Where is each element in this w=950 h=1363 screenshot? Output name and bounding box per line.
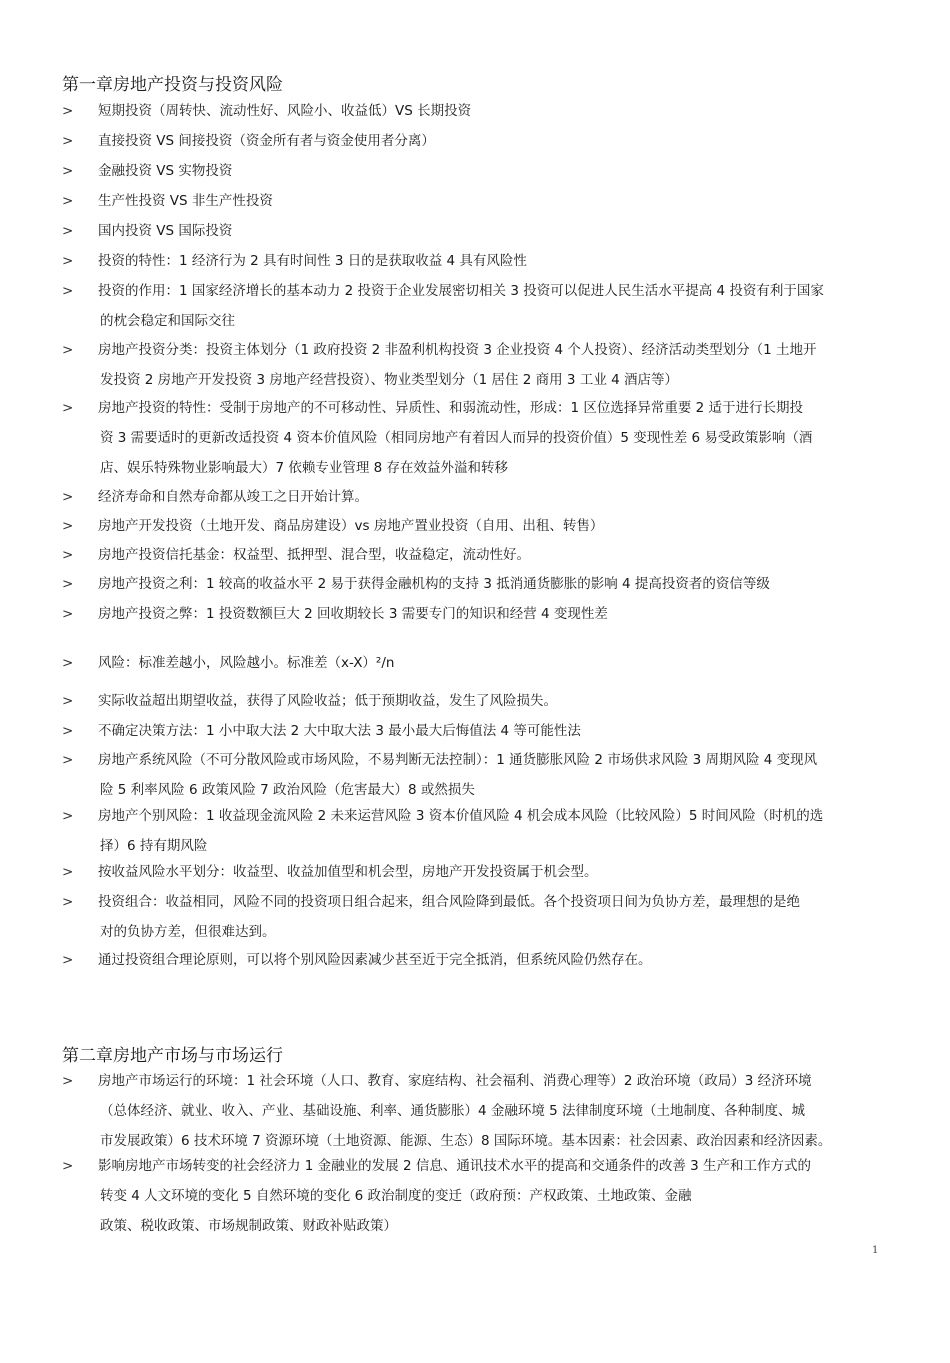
chapter-2-title: 第二章房地产市场与市场运行	[62, 1046, 283, 1066]
list-item	[62, 569, 902, 599]
bullet-marker-icon: >	[62, 400, 74, 416]
list-item-text: 按收益风险水平划分：收益型、收益加值型和机会型，房地产开发投资属于机会型。	[98, 864, 598, 880]
bullet-marker-icon: >	[62, 342, 74, 358]
list-item	[62, 276, 902, 336]
bullet-marker-icon: >	[62, 193, 74, 209]
page-number: 1	[872, 1245, 879, 1256]
bullet-marker-icon: >	[62, 103, 74, 119]
list-item-text: 经济寿命和自然寿命都从竣工之日开始计算。	[98, 489, 368, 505]
bullet-marker-icon: >	[62, 655, 74, 671]
list-item-text: 国内投资 VS 国际投资	[98, 223, 233, 239]
bullet-marker-icon: >	[62, 163, 74, 179]
bullet-marker-icon: >	[62, 693, 74, 709]
list-item	[62, 857, 902, 887]
list-item-text: 政策、税收政策、市场规制政策、财政补贴政策）	[100, 1218, 397, 1234]
bullet-marker-icon: >	[62, 1073, 74, 1089]
bullet-marker-icon: >	[62, 808, 74, 824]
list-item-text: 影响房地产市场转变的社会经济力 1 金融业的发展 2 信息、通讯技术水平的提高和交通条件的改善 3 生产和工作方式的	[98, 1158, 812, 1174]
list-item-text: 资 3 需要适时的更新改适投资 4 资本价值风险（相同房地产有着因人而异的投资价值）5 变现性差 6 易受政策影响（酒	[100, 430, 813, 446]
list-item-text: 通过投资组合理论原则，可以将个别风险因素减少甚至近于完全抵消，但系统风险仍然存在。	[98, 952, 652, 968]
list-item-text: 择）6 持有期风险	[100, 838, 208, 854]
list-item	[62, 96, 902, 126]
list-item-text: （总体经济、就业、收入、产业、基础设施、利率、通货膨胀）4 金融环境 5 法律制度环境（土地制度、各种制度、城	[100, 1103, 806, 1119]
list-item	[62, 216, 902, 246]
list-item-text: 直接投资 VS 间接投资（资金所有者与资金使用者分离）	[98, 133, 435, 149]
bullet-marker-icon: >	[62, 723, 74, 739]
list-item-text: 房地产投资之利：1 较高的收益水平 2 易于获得金融机构的支持 3 抵消通货膨胀的影响 4 提高投资者的资信等级	[98, 576, 770, 592]
list-item-text: 实际收益超出期望收益，获得了风险收益；低于预期收益，发生了风险损失。	[98, 693, 557, 709]
list-item-text: 转变 4 人文环境的变化 5 自然环境的变化 6 政治制度的变迁（政府预：产权政策、土地政策、金融	[100, 1188, 692, 1204]
list-item	[62, 801, 902, 861]
list-item	[62, 745, 902, 805]
bullet-marker-icon: >	[62, 752, 74, 768]
list-item-text: 房地产市场运行的环境：1 社会环境（人口、教育、家庭结构、社会福利、消费心理等）2 政治环境（政局）3 经济环境	[98, 1073, 812, 1089]
list-item	[62, 126, 902, 156]
bullet-marker-icon: >	[62, 606, 74, 622]
list-item-text: 发投资 2 房地产开发投资 3 房地产经营投资）、物业类型划分（1 居住 2 商用 3 工业 4 酒店等）	[100, 372, 678, 388]
list-item	[62, 335, 902, 395]
bullet-marker-icon: >	[62, 223, 74, 239]
list-item-text: 不确定决策方法：1 小中取大法 2 大中取大法 3 最小最大后悔值法 4 等可能性法	[98, 723, 581, 739]
bullet-marker-icon: >	[62, 864, 74, 880]
bullet-marker-icon: >	[62, 133, 74, 149]
list-item	[62, 393, 902, 483]
list-item-text: 金融投资 VS 实物投资	[98, 163, 233, 179]
list-item	[62, 1151, 902, 1241]
list-item-text: 房地产投资之弊：1 投资数额巨大 2 回收期较长 3 需要专门的知识和经营 4 变现性差	[98, 606, 608, 622]
list-item	[62, 716, 902, 746]
bullet-marker-icon: >	[62, 576, 74, 592]
list-item-text: 店、娱乐特殊物业影响最大）7 依赖专业管理 8 存在效益外溢和转移	[100, 460, 509, 476]
list-item-text: 房地产投资信托基金：权益型、抵押型、混合型，收益稳定，流动性好。	[98, 547, 530, 563]
list-item	[62, 246, 902, 276]
list-item-text: 房地产个别风险：1 收益现金流风险 2 未来运营风险 3 资本价值风险 4 机会成本风险（比较风险）5 时间风险（时机的选	[98, 808, 824, 824]
list-item-text: 房地产开发投资（土地开发、商品房建设）vs 房地产置业投资（自用、出租、转售）	[98, 518, 604, 534]
bullet-marker-icon: >	[62, 1158, 74, 1174]
list-item	[62, 648, 902, 678]
list-item-text: 险 5 利率风险 6 政策风险 7 政治风险（危害最大）8 或然损失	[100, 782, 475, 798]
list-item-text: 房地产系统风险（不可分散风险或市场风险，不易判断无法控制）：1 通货膨胀风险 2 市场供求风险 3 周期风险 4 变现风	[98, 752, 818, 768]
list-item-text: 短期投资（周转快、流动性好、风险小、收益低）VS 长期投资	[98, 103, 472, 119]
list-item	[62, 540, 902, 570]
list-item	[62, 945, 902, 975]
list-item	[62, 511, 902, 541]
bullet-marker-icon: >	[62, 518, 74, 534]
list-item	[62, 599, 902, 629]
list-item-text: 风险：标准差越小，风险越小。标准差（x-X）²/n	[98, 655, 395, 671]
list-item-text: 生产性投资 VS 非生产性投资	[98, 193, 273, 209]
bullet-marker-icon: >	[62, 253, 74, 269]
bullet-marker-icon: >	[62, 489, 74, 505]
list-item	[62, 686, 902, 716]
list-item-text: 投资组合：收益相同，风险不同的投资项日组合起来，组合风险降到最低。各个投资项日间为负协方差，最理想的是绝	[98, 894, 800, 910]
list-item-text: 市发展政策）6 技术环境 7 资源环境（土地资源、能源、生态）8 国际环境。基本因素：社会因素、政治因素和经济因素。	[100, 1133, 832, 1149]
list-item-text: 投资的特性：1 经济行为 2 具有时间性 3 日的是获取收益 4 具有风险性	[98, 253, 527, 269]
list-item	[62, 186, 902, 216]
list-item	[62, 887, 902, 947]
list-item	[62, 482, 902, 512]
list-item	[62, 1066, 902, 1156]
list-item-text: 投资的作用：1 国家经济增长的基本动力 2 投资于企业发展密切相关 3 投资可以促进人民生活水平提高 4 投资有利于国家	[98, 283, 824, 299]
list-item-text: 对的负协方差，但很难达到。	[100, 924, 276, 940]
list-item-text: 房地产投资分类：投资主体划分（1 政府投资 2 非盈利机构投资 3 企业投资 4 个人投资）、经济活动类型划分（1 土地开	[98, 342, 817, 358]
chapter-1-title: 第一章房地产投资与投资风险	[62, 75, 283, 95]
bullet-marker-icon: >	[62, 547, 74, 563]
bullet-marker-icon: >	[62, 894, 74, 910]
list-item-text: 房地产投资的特性：受制于房地产的不可移动性、异质性、和弱流动性，形成：1 区位选择异常重要 2 适于进行长期投	[98, 400, 804, 416]
bullet-marker-icon: >	[62, 952, 74, 968]
list-item-text: 的枕会稳定和国际交往	[100, 313, 235, 329]
list-item	[62, 156, 902, 186]
bullet-marker-icon: >	[62, 283, 74, 299]
